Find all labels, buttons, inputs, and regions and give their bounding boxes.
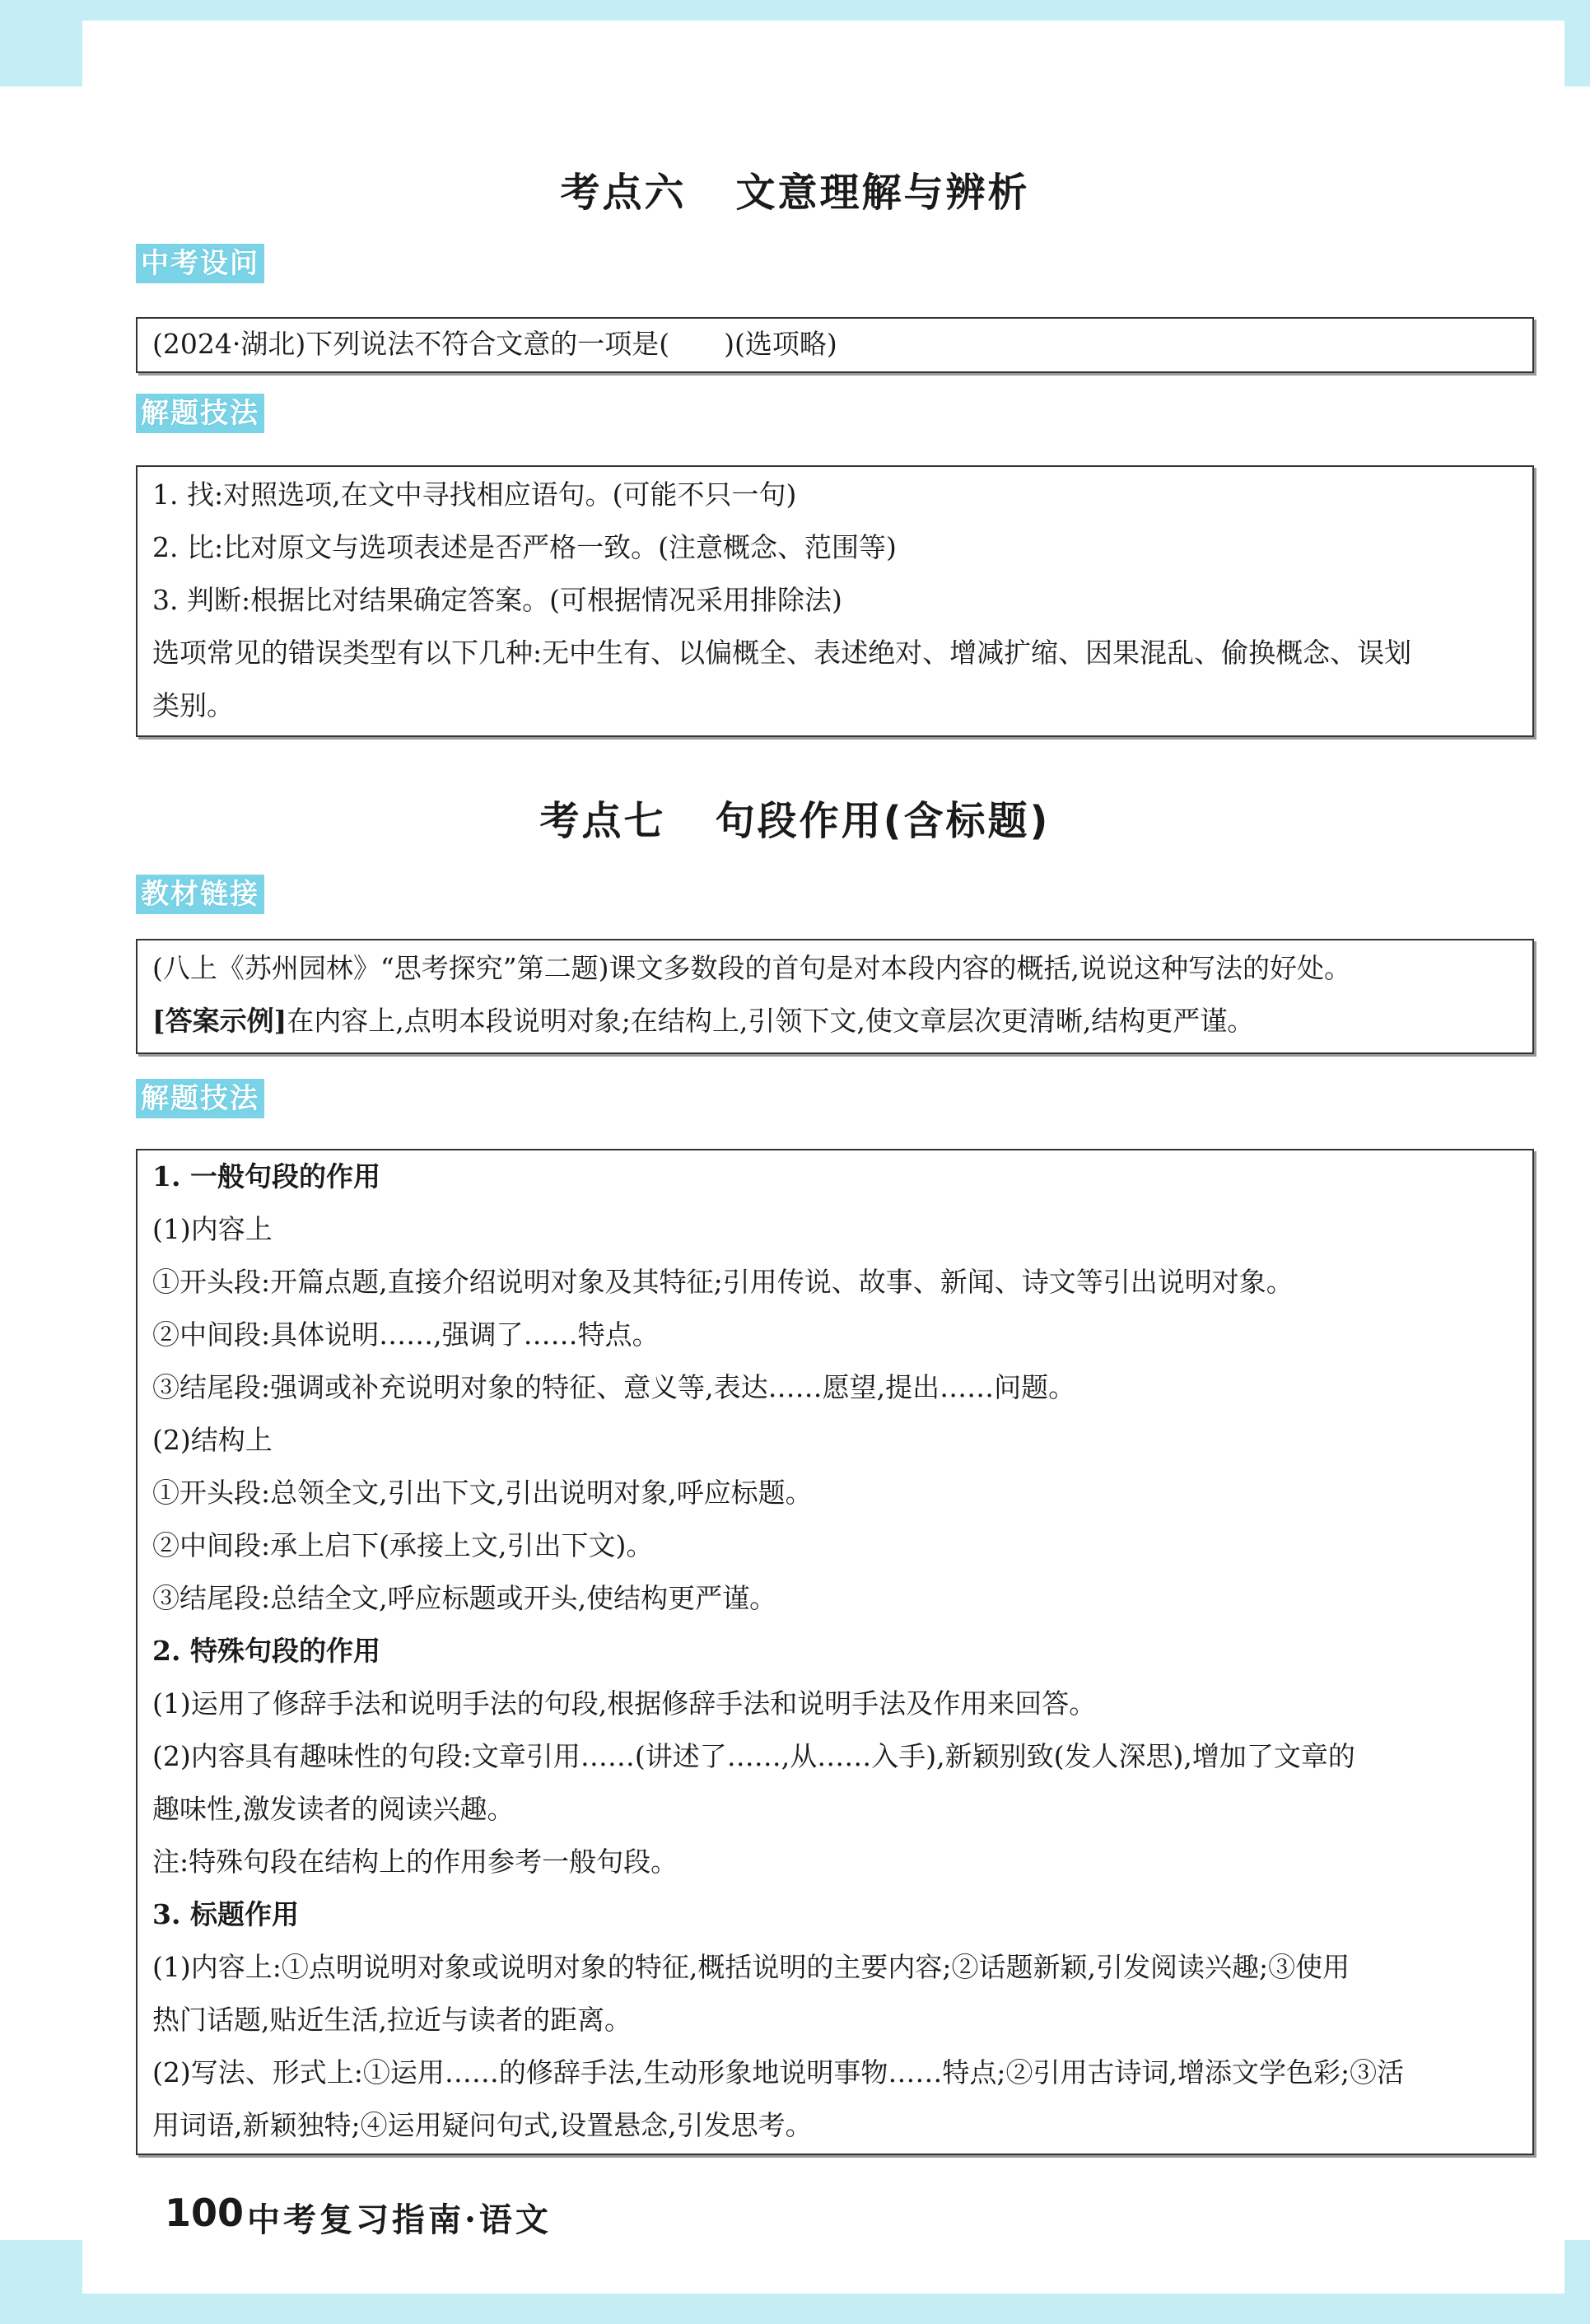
textbook-answer xyxy=(138,995,1532,1048)
section-6-title: 文意理解与辨析 xyxy=(735,170,1030,216)
method-2-line: (2)内容具有趣味性的句段:文章引用……(讲述了……,从……入手),新颖别致(发人深思),增加了文章的 xyxy=(152,1740,1355,1772)
textbook-box xyxy=(136,939,1534,1054)
tag-solving-method-1: 解题技法 xyxy=(136,394,264,433)
book-title: 中考复习指南·语文 xyxy=(247,2200,552,2239)
method-2-line: ②中间段:承上启下(承接上文,引出下文)。 xyxy=(152,1529,654,1561)
section-7-number: 考点七 xyxy=(539,798,666,844)
section-6-number: 考点六 xyxy=(560,170,687,216)
method-1-line: 3. 判断:根据比对结果确定答案。(可根据情况采用排除法) xyxy=(152,584,842,616)
tag-solving-method-2: 解题技法 xyxy=(136,1079,264,1118)
page-number: 100 xyxy=(165,2191,245,2235)
method-2-line: 热门话题,贴近生活,拉近与读者的距离。 xyxy=(152,2004,632,2036)
tag-textbook-link: 教材链接 xyxy=(136,875,264,914)
method-2-line: (2)写法、形式上:①运用……的修辞手法,生动形象地说明事物……特点;②引用古诗词,增添文学色彩;③活 xyxy=(152,2056,1405,2088)
section-7-heading xyxy=(0,789,1590,846)
method-2-line: ③结尾段:强调或补充说明对象的特征、意义等,表达……愿望,提出……问题。 xyxy=(152,1371,1076,1403)
section-7-title: 句段作用(含标题) xyxy=(715,798,1051,844)
method-1-line: 2. 比:比对原文与选项表述是否严格一致。(注意概念、范围等) xyxy=(152,531,897,563)
answer-label: [答案示例] xyxy=(152,1005,287,1037)
method-box-2 xyxy=(136,1149,1534,2155)
method-2-heading: 1. 一般句段的作用 xyxy=(152,1160,380,1192)
textbook-question: (八上《苏州园林》“思考探究”第二题)课文多数段的首句是对本段内容的概括,说说这种写法的好处。 xyxy=(152,952,1351,984)
method-2-heading: 2. 特殊句段的作用 xyxy=(152,1635,380,1667)
answer-text: 在内容上,点明本段说明对象;在结构上,引领下文,使文章层次更清晰,结构更严谨。 xyxy=(287,1005,1255,1037)
method-1-line: 类别。 xyxy=(152,689,234,721)
method-2-line: (1)内容上:①点明说明对象或说明对象的特征,概括说明的主要内容;②话题新颖,引发阅读兴趣;③使用 xyxy=(152,1951,1350,1983)
question-text: (2024·湖北)下列说法不符合文意的一项是( )(选项略) xyxy=(152,328,837,360)
tag-exam-question: 中考设问 xyxy=(136,244,264,283)
method-2-line: (1)运用了修辞手法和说明手法的句段,根据修辞手法和说明手法及作用来回答。 xyxy=(152,1687,1097,1720)
method-2-line: ①开头段:开篇点题,直接介绍说明对象及其特征;引用传说、故事、新闻、诗文等引出说明对象。 xyxy=(152,1266,1294,1298)
method-box-1 xyxy=(136,465,1534,737)
method-2-line: 趣味性,激发读者的阅读兴趣。 xyxy=(152,1793,515,1825)
method-1-line: 1. 找:对照选项,在文中寻找相应语句。(可能不只一句) xyxy=(152,478,797,511)
method-2-line: ②中间段:具体说明……,强调了……特点。 xyxy=(152,1318,660,1351)
method-2-note: 注:特殊句段在结构上的作用参考一般句段。 xyxy=(152,1846,678,1878)
question-box xyxy=(136,317,1534,373)
method-2-heading: 3. 标题作用 xyxy=(152,1898,299,1930)
method-2-line: 用词语,新颖独特;④运用疑问句式,设置悬念,引发思考。 xyxy=(152,2109,813,2141)
method-1-line: 选项常见的错误类型有以下几种:无中生有、以偏概全、表述绝对、增减扩缩、因果混乱、偷换概念、误划 xyxy=(152,637,1412,669)
section-6-heading xyxy=(0,161,1590,217)
method-2-line: (2)结构上 xyxy=(152,1424,273,1456)
method-2-line: (1)内容上 xyxy=(152,1213,273,1245)
method-2-line: ③结尾段:总结全文,呼应标题或开头,使结构更严谨。 xyxy=(152,1582,777,1614)
method-2-line: ①开头段:总领全文,引出下文,引出说明对象,呼应标题。 xyxy=(152,1477,813,1509)
